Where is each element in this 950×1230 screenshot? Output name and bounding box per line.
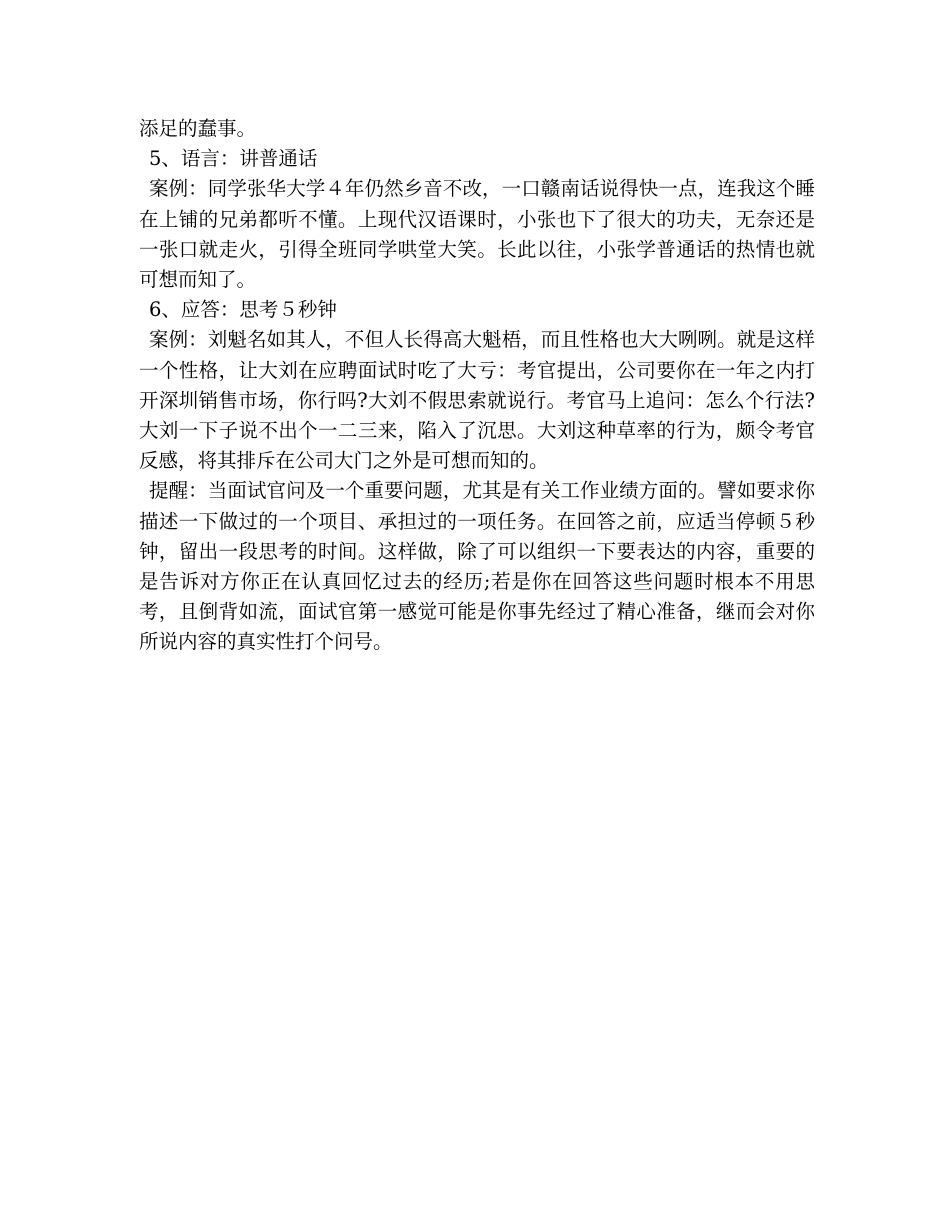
section-6-case: 案例：刘魁名如其人，不但人长得高大魁梧，而且性格也大大咧咧。就是这样一个性格，让大刘在应聘面试时吃了大亏：考官提出，公司要你在一年之内打开深圳销售市场，你行吗?大刘不假思索就说行。考官马上追问：怎么个行法?大刘一下子说不出个一二三来，陷入了沉思。大刘这种草率的行为，颇令考官反感，将其排斥在公司大门之外是可想而知的。 (139, 328, 815, 473)
section-5-case: 案例：同学张华大学４年仍然乡音不改，一口赣南话说得快一点，连我这个睡在上铺的兄弟都听不懂。上现代汉语课时，小张也下了很大的功夫，无奈还是一张口就走火，引得全班同学哄堂大笑。长此以往，小张学普通话的热情也就可想而知了。 (139, 177, 815, 292)
section-6-heading: 6、应答：思考５秒钟 (149, 298, 337, 322)
section-6-tip: 提醒：当面试官问及一个重要问题，尤其是有关工作业绩方面的。譬如要求你描述一下做过的一个项目、承担过的一项任务。在回答之前，应适当停顿５秒钟，留出一段思考的时间。这样做，除了可以组织一下要表达的内容，重要的是告诉对方你正在认真回忆过去的经历;若是你在回答这些问题时根本不用思考，且倒背如流，面试官第一感觉可能是你事先经过了精心准备，继而会对你所说内容的真实性打个问号。 (139, 479, 815, 654)
section-5-heading: 5、语言：讲普通话 (149, 147, 318, 171)
document-body (139, 114, 815, 658)
continuation-text: 添足的蠢事。 (139, 117, 257, 140)
